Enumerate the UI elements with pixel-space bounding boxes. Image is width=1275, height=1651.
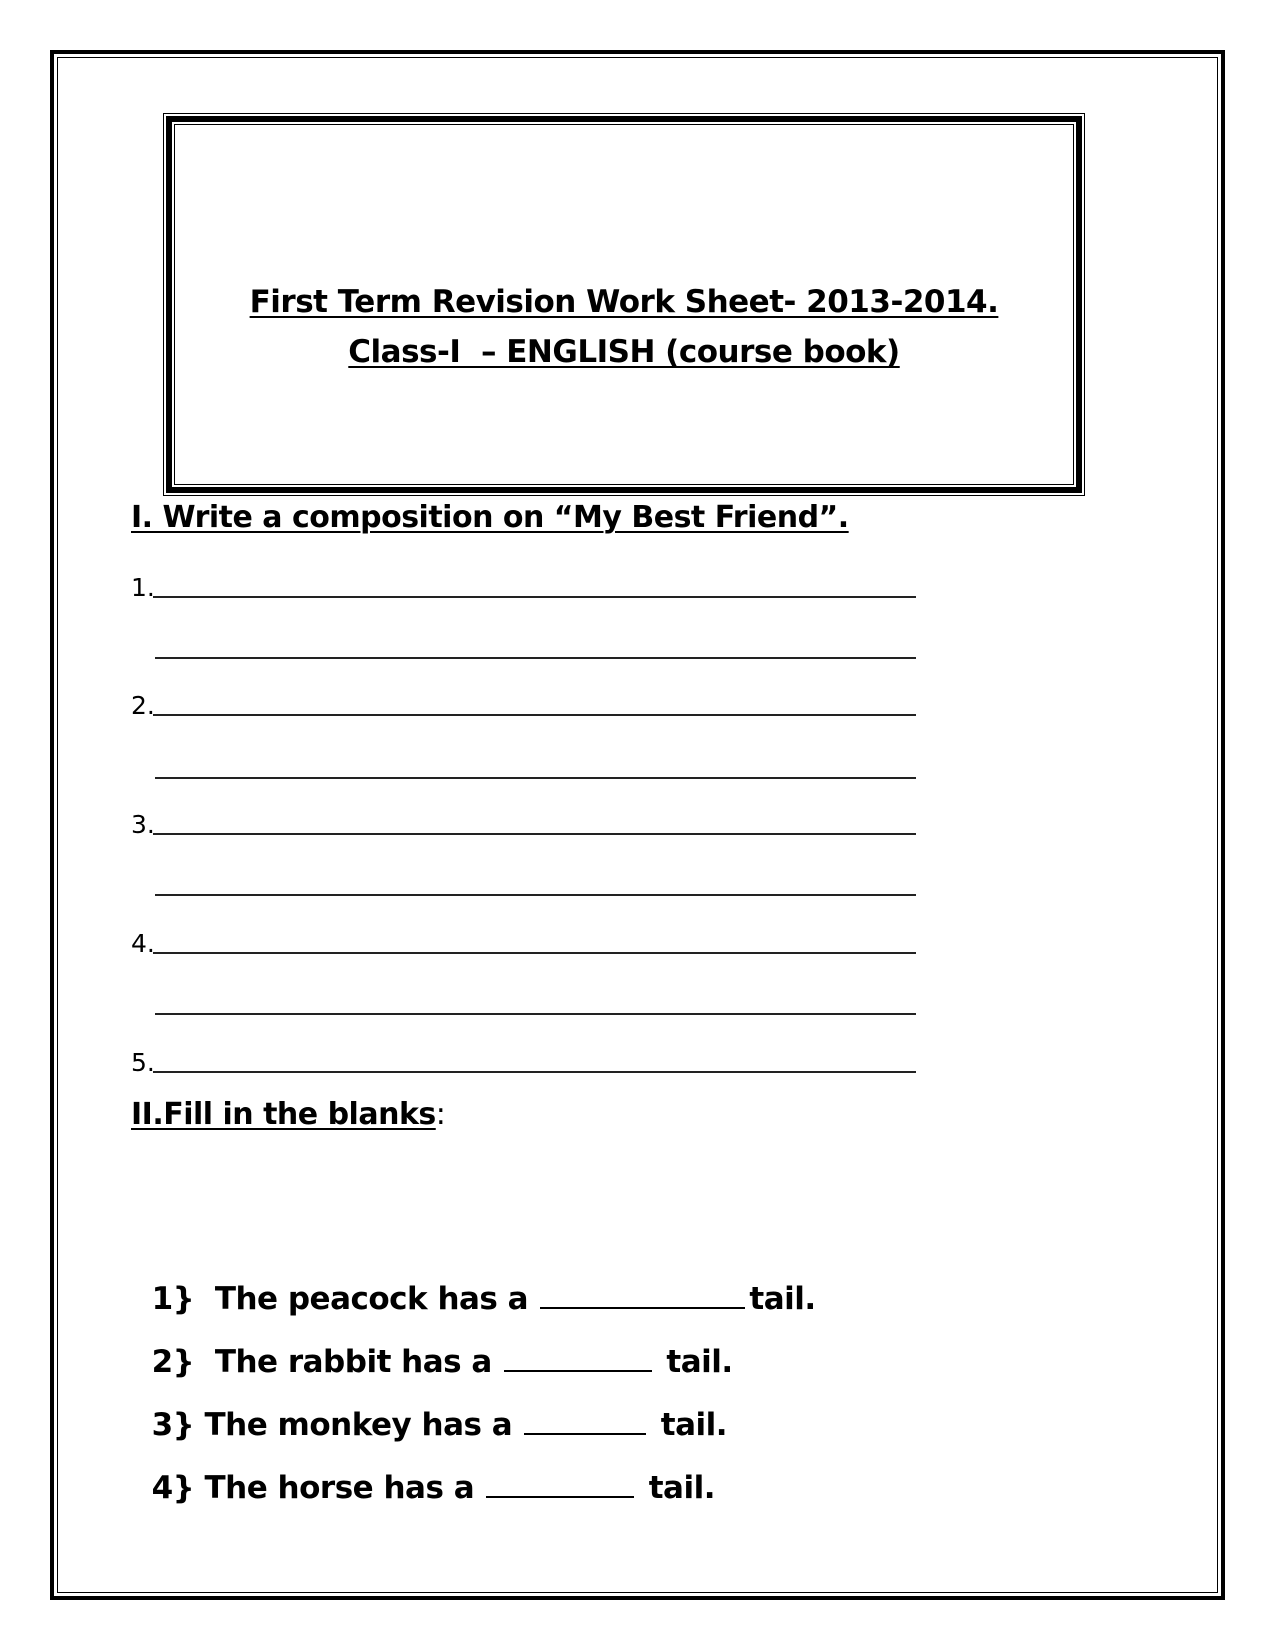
answer-rule [153,952,916,954]
answer-rule [155,657,916,659]
composition-line-1-cont[interactable] [131,629,916,661]
answer-blank[interactable] [486,1495,634,1498]
answer-rule [155,894,916,896]
line-number: 2. [131,691,155,720]
fill-item-suffix: tail. [656,1344,733,1380]
fill-item-prefix: 1} The peacock has a [151,1281,539,1317]
fill-blanks-heading-text: II.Fill in the blanks [131,1097,436,1132]
section-fill-blanks-heading [131,1097,445,1132]
composition-line-2-cont[interactable] [131,749,916,781]
worksheet-title: First Term Revision Work Sheet- 2013-2014. [249,284,999,320]
composition-line-4[interactable] [131,924,916,956]
fill-item-prefix: 2} The rabbit has a [151,1344,503,1380]
composition-line-2[interactable] [131,686,916,718]
fill-item-2 [131,1316,733,1378]
composition-line-1[interactable] [131,568,916,600]
answer-rule [153,1071,916,1073]
fill-item-4 [131,1442,715,1504]
composition-line-3[interactable] [131,805,916,837]
fill-item-1 [131,1253,816,1315]
answer-rule [153,596,916,598]
fill-item-suffix: tail. [749,1281,816,1317]
composition-line-5[interactable] [131,1043,916,1075]
fill-item-prefix: 3} The monkey has a [151,1407,523,1443]
line-number: 3. [131,810,155,839]
composition-line-4-cont[interactable] [131,985,916,1017]
answer-blank[interactable] [504,1369,652,1372]
answer-rule [153,833,916,835]
line-number: 5. [131,1048,155,1077]
section-composition-heading [131,500,849,535]
fill-item-prefix: 4} The horse has a [151,1470,485,1506]
answer-blank[interactable] [524,1432,646,1435]
composition-heading-text: I. Write a composition on “My Best Friend”. [131,500,849,535]
fill-item-suffix: tail. [650,1407,728,1443]
answer-rule [155,777,916,779]
class-subject-title: Class-I – ENGLISH (course book) [348,334,900,370]
answer-rule [155,1013,916,1015]
fill-item-suffix: tail. [638,1470,715,1506]
answer-blank[interactable] [540,1306,745,1309]
composition-line-3-cont[interactable] [131,866,916,898]
line-number: 4. [131,929,155,958]
fill-item-3 [131,1379,727,1441]
heading-colon: : [435,1097,446,1132]
line-number: 1. [131,573,155,602]
answer-rule [153,714,916,716]
